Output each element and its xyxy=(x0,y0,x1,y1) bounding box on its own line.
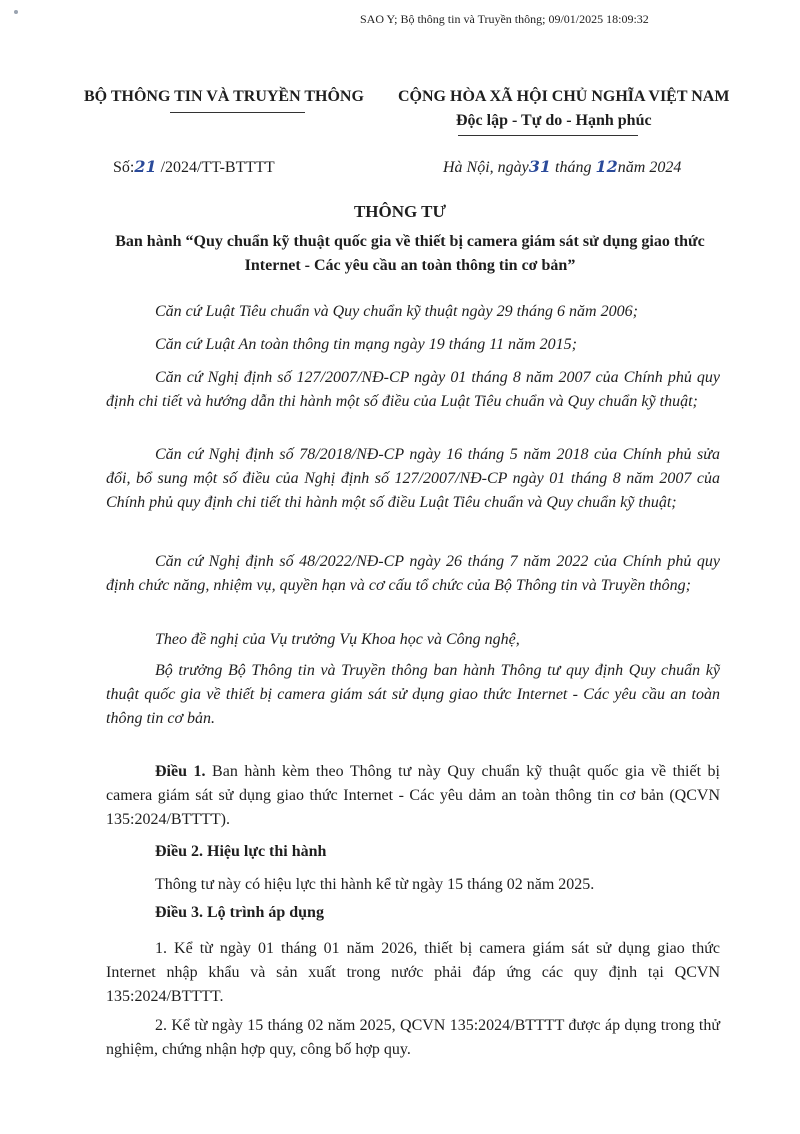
document-date xyxy=(443,157,681,177)
article-3-item-2: 2. Kể từ ngày 15 tháng 02 năm 2025, QCVN 135:2024/BTTTT được áp dụng trong thử nghiệm, chứng nhận hợp quy, công bố hợp quy. xyxy=(106,1017,720,1058)
legal-basis-7: Bộ trưởng Bộ Thông tin và Truyền thông ban hành Thông tư quy định Quy chuẩn kỹ thuật quốc gia về thiết bị camera giám sát sử dụng giao thức Internet - Các yêu cầu an toàn thông tin cơ bản. xyxy=(106,662,720,727)
article-2-text: Thông tư này có hiệu lực thi hành kể từ ngày 15 tháng 02 năm 2025. xyxy=(155,876,595,893)
document-number-prefix: Số: xyxy=(113,159,135,176)
national-motto: Độc lập - Tự do - Hạnh phúc xyxy=(456,112,652,129)
article-1-label: Điều 1. xyxy=(155,763,206,780)
legal-basis-4: Căn cứ Nghị định số 78/2018/NĐ-CP ngày 16 tháng 5 năm 2018 của Chính phủ sửa đổi, bổ sung một số điều của Nghị định số 127/2007/NĐ-CP ngày 01 tháng 8 năm 2007 của Chính phủ quy định chi tiết thi hành một số điều Luật Tiêu chuẩn và Quy chuẩn kỹ thuật; xyxy=(106,446,720,511)
legal-basis-3: Căn cứ Nghị định số 127/2007/NĐ-CP ngày 01 tháng 8 năm 2007 của Chính phủ quy định chi tiết và hướng dẫn thi hành một số điều của Luật Tiêu chuẩn và Quy chuẩn kỹ thuật; xyxy=(106,369,720,410)
handwritten-month: 12 xyxy=(595,157,618,176)
document-type: THÔNG TƯ xyxy=(353,202,447,221)
article-3-item-1: 1. Kể từ ngày 01 tháng 01 năm 2026, thiết bị camera giám sát sử dụng giao thức Internet nhập khẩu và sản xuất trong nước phải đáp ứng các quy định tại QCVN 135:2024/BTTTT. xyxy=(106,940,720,1005)
date-year: năm 2024 xyxy=(617,159,682,176)
article-3-title: Điều 3. Lộ trình áp dụng xyxy=(155,904,324,921)
handwritten-day: 31 xyxy=(528,157,552,176)
legal-basis-1: Căn cứ Luật Tiêu chuẩn và Quy chuẩn kỹ thuật ngày 29 tháng 6 năm 2006; xyxy=(155,303,638,320)
date-place: Hà Nội, ngày xyxy=(443,159,529,176)
legal-basis-5: Căn cứ Nghị định số 48/2022/NĐ-CP ngày 26 tháng 7 năm 2022 của Chính phủ quy định chức năng, nhiệm vụ, quyền hạn và cơ cấu tổ chức của Bộ Thông tin và Truyền thông; xyxy=(106,553,720,594)
article-1 xyxy=(106,760,720,832)
document-number xyxy=(113,157,275,177)
agency-underline xyxy=(170,112,305,113)
handwritten-number: 21 xyxy=(134,157,157,176)
document-number-suffix: /2024/TT-BTTTT xyxy=(156,159,275,176)
article-2-title: Điều 2. Hiệu lực thi hành xyxy=(155,843,327,860)
document-title: Ban hành “Quy chuẩn kỹ thuật quốc gia về thiết bị camera giám sát sử dụng giao thức Internet - Các yêu cầu an toàn thông tin cơ bản” xyxy=(115,233,705,274)
motto-underline xyxy=(458,135,638,136)
scan-speck xyxy=(14,10,18,14)
issuing-agency: BỘ THÔNG TIN VÀ TRUYỀN THÔNG xyxy=(84,88,364,105)
date-month-label: tháng xyxy=(551,159,596,176)
legal-basis-6: Theo đề nghị của Vụ trưởng Vụ Khoa học và Công nghệ, xyxy=(155,631,520,648)
copy-stamp: SAO Y; Bộ thông tin và Truyền thông; 09/01/2025 18:09:32 xyxy=(360,12,649,26)
article-1-text: Ban hành kèm theo Thông tư này Quy chuẩn kỹ thuật quốc gia về thiết bị camera giám sát sử dụng giao thức Internet - Các yêu dảm an toàn thông tin cơ bản (QCVN 135:2024/BTTTT). xyxy=(106,763,720,828)
legal-basis-2: Căn cứ Luật An toàn thông tin mạng ngày 19 tháng 11 năm 2015; xyxy=(155,336,577,353)
national-title: CỘNG HÒA XÃ HỘI CHỦ NGHĨA VIỆT NAM xyxy=(398,88,730,105)
